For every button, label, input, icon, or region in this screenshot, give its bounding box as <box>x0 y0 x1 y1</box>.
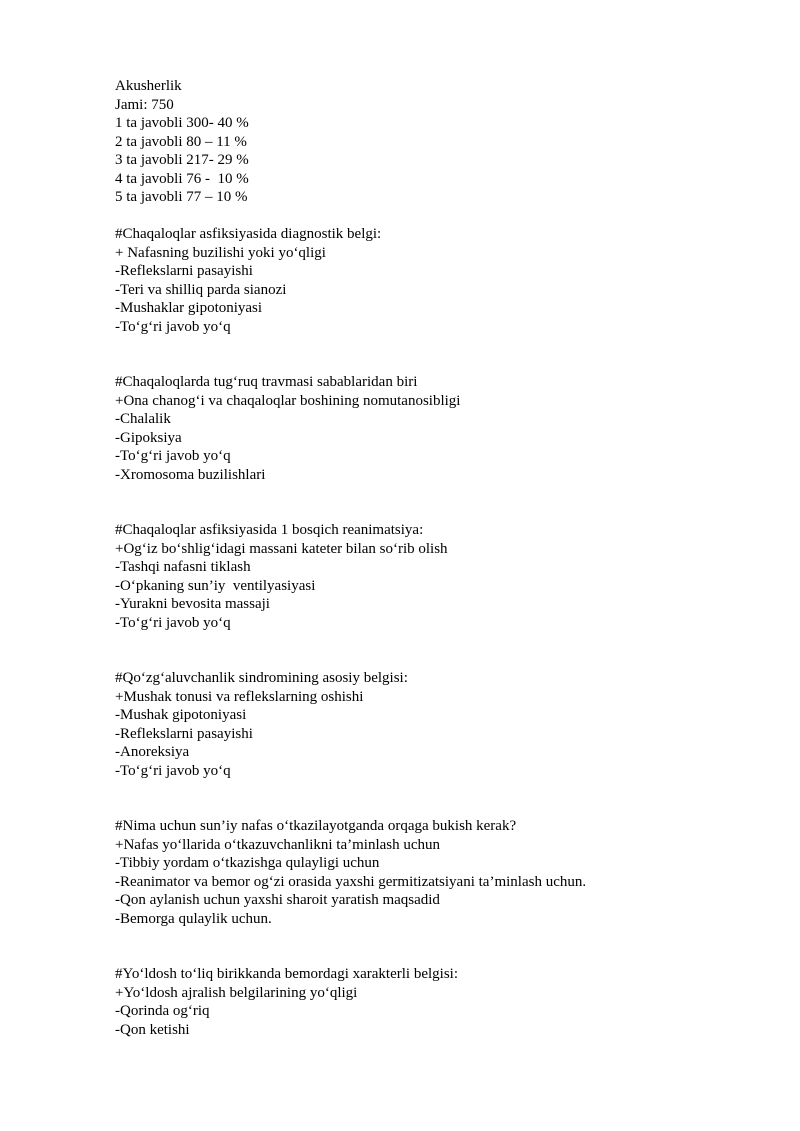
answer-option: -Chalalik <box>115 411 171 427</box>
header-stat: 1 ta javobli 300- 40 % <box>115 115 249 131</box>
answer-option: -Yurakni bevosita massaji <box>115 596 270 612</box>
question-text: #Qo‘zg‘aluvchanlik sindromining asosiy belgisi: <box>115 670 408 686</box>
answer-option: -Mushak gipotoniyasi <box>115 707 247 723</box>
stats-header <box>115 77 775 207</box>
answer-option: -Tashqi nafasni tiklash <box>115 559 251 575</box>
question-text: #Yo‘ldosh to‘liq birikkanda bemordagi xarakterli belgisi: <box>115 966 459 982</box>
question-block <box>115 817 775 928</box>
answer-option: +Og‘iz bo‘shlig‘idagi massani kateter bilan so‘rib olish <box>115 540 448 557</box>
answer-option: +Yo‘ldosh ajralish belgilarining yo‘qligi <box>115 984 358 1001</box>
document-content <box>115 77 775 1076</box>
header-stat: 5 ta javobli 77 – 10 % <box>115 189 248 205</box>
answer-option: -Bemorga qulaylik uchun. <box>115 910 272 927</box>
question-block <box>115 373 775 484</box>
answer-option: -Teri va shilliq parda sianozi <box>115 281 287 298</box>
answer-option: -Tibbiy yordam o‘tkazishga qulayligi uchun <box>115 855 380 871</box>
answer-option: -Qorinda og‘riq <box>115 1003 210 1019</box>
answer-option: -Reanimator va bemor og‘zi orasida yaxshi germitizatsiyani ta’minlash uchun. <box>115 873 587 890</box>
answer-option: -Mushaklar gipotoniyasi <box>115 300 263 316</box>
question-block <box>115 225 775 336</box>
header-stat: 3 ta javobli 217- 29 % <box>115 152 249 168</box>
answer-option: +Nafas yo‘llarida o‘tkazuvchanlikni ta’minlash uchun <box>115 836 441 853</box>
answer-option: + Nafasning buzilishi yoki yo‘qligi <box>115 244 326 261</box>
answer-option: -To‘g‘ri javob yo‘q <box>115 614 231 631</box>
question-text: #Chaqaloqlar asfiksiyasida 1 bosqich reanimatsiya: <box>115 522 424 538</box>
answer-option: -O‘pkaning sun’iy ventilyasiyasi <box>115 577 316 594</box>
header-title: Akusherlik <box>115 78 182 94</box>
header-total: Jami: 750 <box>115 96 174 113</box>
question-block <box>115 521 775 632</box>
answer-option: +Mushak tonusi va reflekslarning oshishi <box>115 688 364 705</box>
answer-option: -Qon aylanish uchun yaxshi sharoit yaratish maqsadid <box>115 892 440 908</box>
question-text: #Chaqaloqlar asfiksiyasida diagnostik belgi: <box>115 226 382 242</box>
question-block <box>115 669 775 780</box>
header-stat: 4 ta javobli 76 - 10 % <box>115 170 249 187</box>
answer-option: -Reflekslarni pasayishi <box>115 263 253 279</box>
answer-option: -Gipoksiya <box>115 429 182 446</box>
header-stat: 2 ta javobli 80 – 11 % <box>115 133 247 150</box>
question-text: #Chaqaloqlarda tug‘ruq travmasi sabablaridan biri <box>115 374 418 390</box>
answer-option: -Reflekslarni pasayishi <box>115 725 253 742</box>
answer-option: -To‘g‘ri javob yo‘q <box>115 448 231 464</box>
answer-option: -To‘g‘ri javob yo‘q <box>115 762 231 779</box>
answer-option: -Qon ketishi <box>115 1021 190 1038</box>
answer-option: -To‘g‘ri javob yo‘q <box>115 318 231 335</box>
answer-option: -Xromosoma buzilishlari <box>115 466 266 483</box>
answer-option: +Ona chanog‘i va chaqaloqlar boshining nomutanosibligi <box>115 392 461 409</box>
question-block <box>115 965 775 1039</box>
question-text: #Nima uchun sun’iy nafas o‘tkazilayotganda orqaga bukish kerak? <box>115 818 517 834</box>
answer-option: -Anoreksiya <box>115 744 190 760</box>
